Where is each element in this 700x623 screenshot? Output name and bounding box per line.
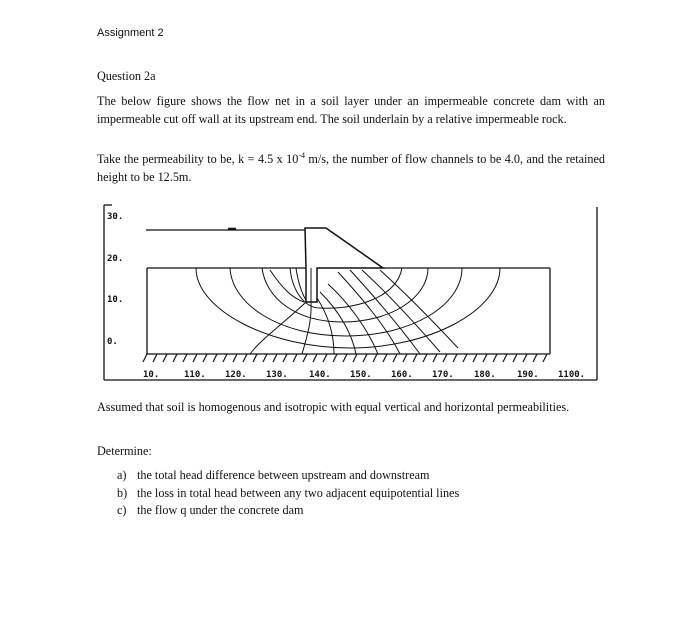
concrete-dam: [305, 228, 383, 302]
x-tick-label: 160.: [391, 370, 413, 380]
parameters-text-end: m/s, the number of flow channels to be 4.0, and the retained height to be 12.5m.: [97, 152, 605, 184]
task-text: the loss in total head between any two adjacent equipotential lines: [137, 485, 460, 500]
task-text: the total head difference between upstream and downstream: [137, 468, 430, 482]
x-tick-label: 170.: [432, 370, 454, 380]
x-tick-label: 150.: [350, 370, 372, 380]
y-tick-label: 0.: [107, 337, 118, 347]
y-tick-label: 10.: [107, 295, 124, 305]
y-tick-label: 20.: [107, 254, 124, 264]
problem-description: The below figure shows the flow net in a soil layer under an impermeable concrete dam with an impermeable cut off wall at its upstream end. The soil underlain by a relative impermeable rock.: [97, 94, 605, 126]
rock-hatching: [143, 354, 547, 362]
assumption-text: Assumed that soil is homogenous and isotropic with equal vertical and horizontal permeabilities.: [97, 400, 570, 414]
x-tick-label: 190.: [517, 370, 539, 380]
question-title: Question 2a: [97, 69, 156, 83]
task-text: the flow q under the concrete dam: [137, 503, 304, 517]
x-tick-label: 110.: [184, 370, 206, 380]
upstream-water-level: [146, 229, 305, 230]
equipotential-lines: [250, 268, 458, 354]
parameters-text-start: Take the permeability to be, k = 4.5 x 10: [97, 152, 299, 166]
determine-label: Determine:: [97, 444, 152, 458]
x-tick-label: 130.: [266, 370, 288, 380]
permeability-exponent: -4: [298, 150, 305, 160]
flow-lines: [196, 268, 500, 348]
list-item: [117, 467, 459, 485]
x-tick-label: 140.: [309, 370, 331, 380]
x-tick-label: 10.: [143, 370, 160, 380]
x-tick-label: 120.: [225, 370, 247, 380]
assignment-header: Assignment 2: [97, 27, 164, 39]
x-tick-label: 180.: [474, 370, 496, 380]
list-item: [117, 502, 459, 520]
task-list: [117, 467, 459, 520]
task-label: a): [117, 468, 127, 482]
figure-frame: [104, 205, 597, 380]
task-label: b): [117, 485, 128, 500]
task-label: c): [117, 503, 127, 517]
x-tick-label: 1100.: [558, 370, 586, 380]
y-tick-label: 30.: [107, 212, 124, 222]
list-item: [117, 485, 459, 503]
